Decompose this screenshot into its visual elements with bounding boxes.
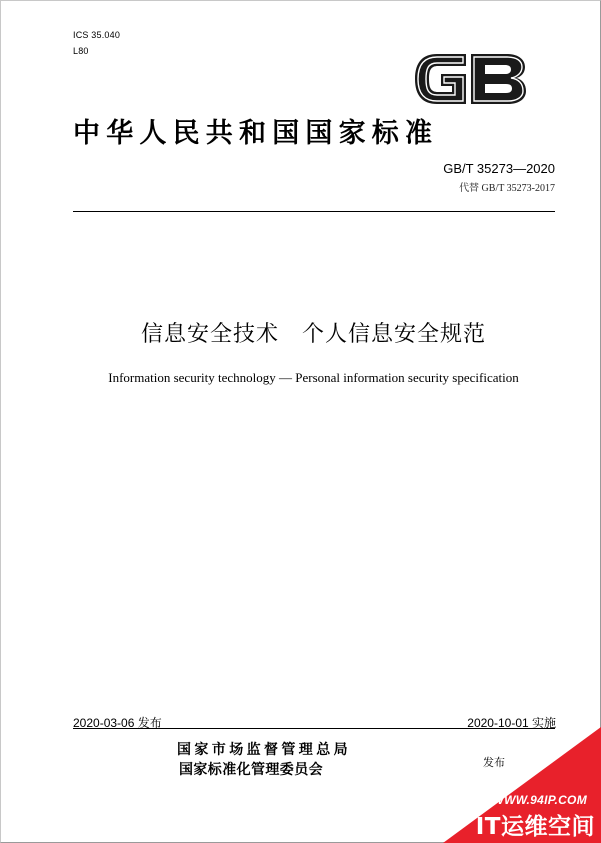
title-english: Information security technology — Personal information security specification: [108, 370, 519, 385]
implement-date: 2020-10-01 实施: [467, 716, 556, 730]
top-divider: [73, 211, 555, 212]
title-chinese: 信息安全技术 个人信息安全规范: [140, 322, 486, 347]
ccs-code: L80: [73, 46, 89, 56]
publish-label: 发布: [483, 756, 505, 769]
replaces-standard: 代替 GB/T 35273-2017: [459, 183, 555, 194]
issuer-samr: 国家市场监督管理总局: [177, 742, 351, 758]
ics-code: ICS 35.040: [73, 30, 121, 40]
watermark-url: WWW.94IP.COM: [492, 793, 587, 807]
standard-organization: 中华人民共和国国家标准: [73, 118, 439, 149]
watermark-name: IT运维空间: [475, 814, 595, 840]
issuer-sac: 国家标准化管理委员会: [179, 762, 323, 778]
issue-date: 2020-03-06 发布: [73, 716, 162, 730]
standard-number: GB/T 35273—2020: [443, 161, 555, 176]
gb-logo-icon: [411, 48, 529, 110]
